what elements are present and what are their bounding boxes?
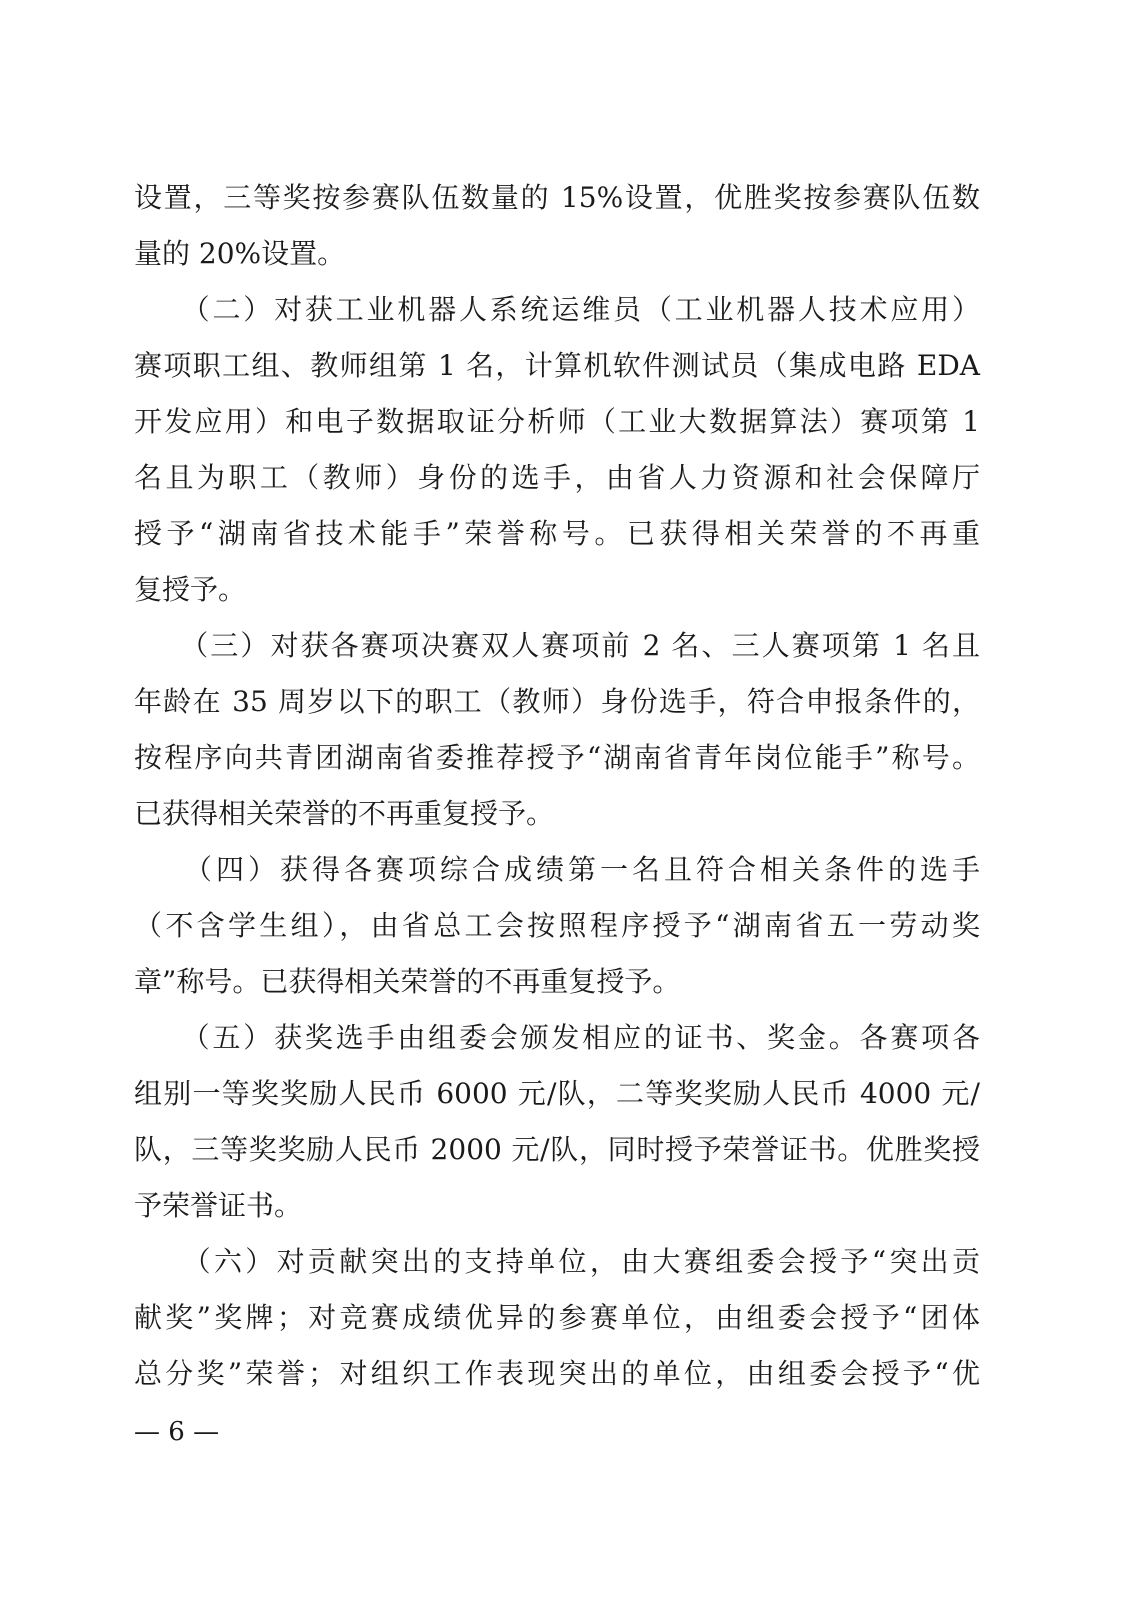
text-line: 组别一等奖奖励人民币 6000 元/队，二等奖奖励人民币 4000 元/ [134,1077,980,1110]
text-line: （三）对获各赛项决赛双人赛项前 2 名、三人赛项第 1 名且 [134,629,980,662]
text-line: 量的 20%设置。 [134,237,346,270]
text-line: 复授予。 [134,573,247,606]
text-line: 赛项职工组、教师组第 1 名，计算机软件测试员（集成电路 EDA [134,349,980,382]
text-line: 队，三等奖奖励人民币 2000 元/队，同时授予荣誉证书。优胜奖授 [134,1133,980,1166]
text-line: 总分奖”荣誉；对组织工作表现突出的单位，由组委会授予“优 [134,1357,980,1390]
text-line: （二）对获工业机器人系统运维员（工业机器人技术应用） [134,293,980,326]
text-line: 予荣誉证书。 [134,1189,303,1222]
text-line: 开发应用）和电子数据取证分析师（工业大数据算法）赛项第 1 [134,405,980,438]
page-number: — 6 — [134,1417,220,1447]
text-line: 已获得相关荣誉的不再重复授予。 [134,797,555,830]
text-line: 年龄在 35 周岁以下的职工（教师）身份选手，符合申报条件的， [134,685,980,718]
text-line: 授予“湖南省技术能手”荣誉称号。已获得相关荣誉的不再重 [134,517,980,550]
text-line: （不含学生组），由省总工会按照程序授予“湖南省五一劳动奖 [134,909,980,942]
text-line: （五）获奖选手由组委会颁发相应的证书、奖金。各赛项各 [134,1021,980,1054]
text-line: （六）对贡献突出的支持单位，由大赛组委会授予“突出贡 [134,1245,980,1278]
text-line: 章”称号。已获得相关荣誉的不再重复授予。 [134,965,681,998]
text-line: （四）获得各赛项综合成绩第一名且符合相关条件的选手 [134,853,980,886]
text-line: 设置，三等奖按参赛队伍数量的 15%设置，优胜奖按参赛队伍数 [134,181,980,214]
text-line: 按程序向共青团湖南省委推荐授予“湖南省青年岗位能手”称号。 [134,741,980,774]
text-line: 献奖”奖牌；对竞赛成绩优异的参赛单位，由组委会授予“团体 [134,1301,980,1334]
document-body [134,170,980,1402]
text-line: 名且为职工（教师）身份的选手，由省人力资源和社会保障厅 [134,461,980,494]
